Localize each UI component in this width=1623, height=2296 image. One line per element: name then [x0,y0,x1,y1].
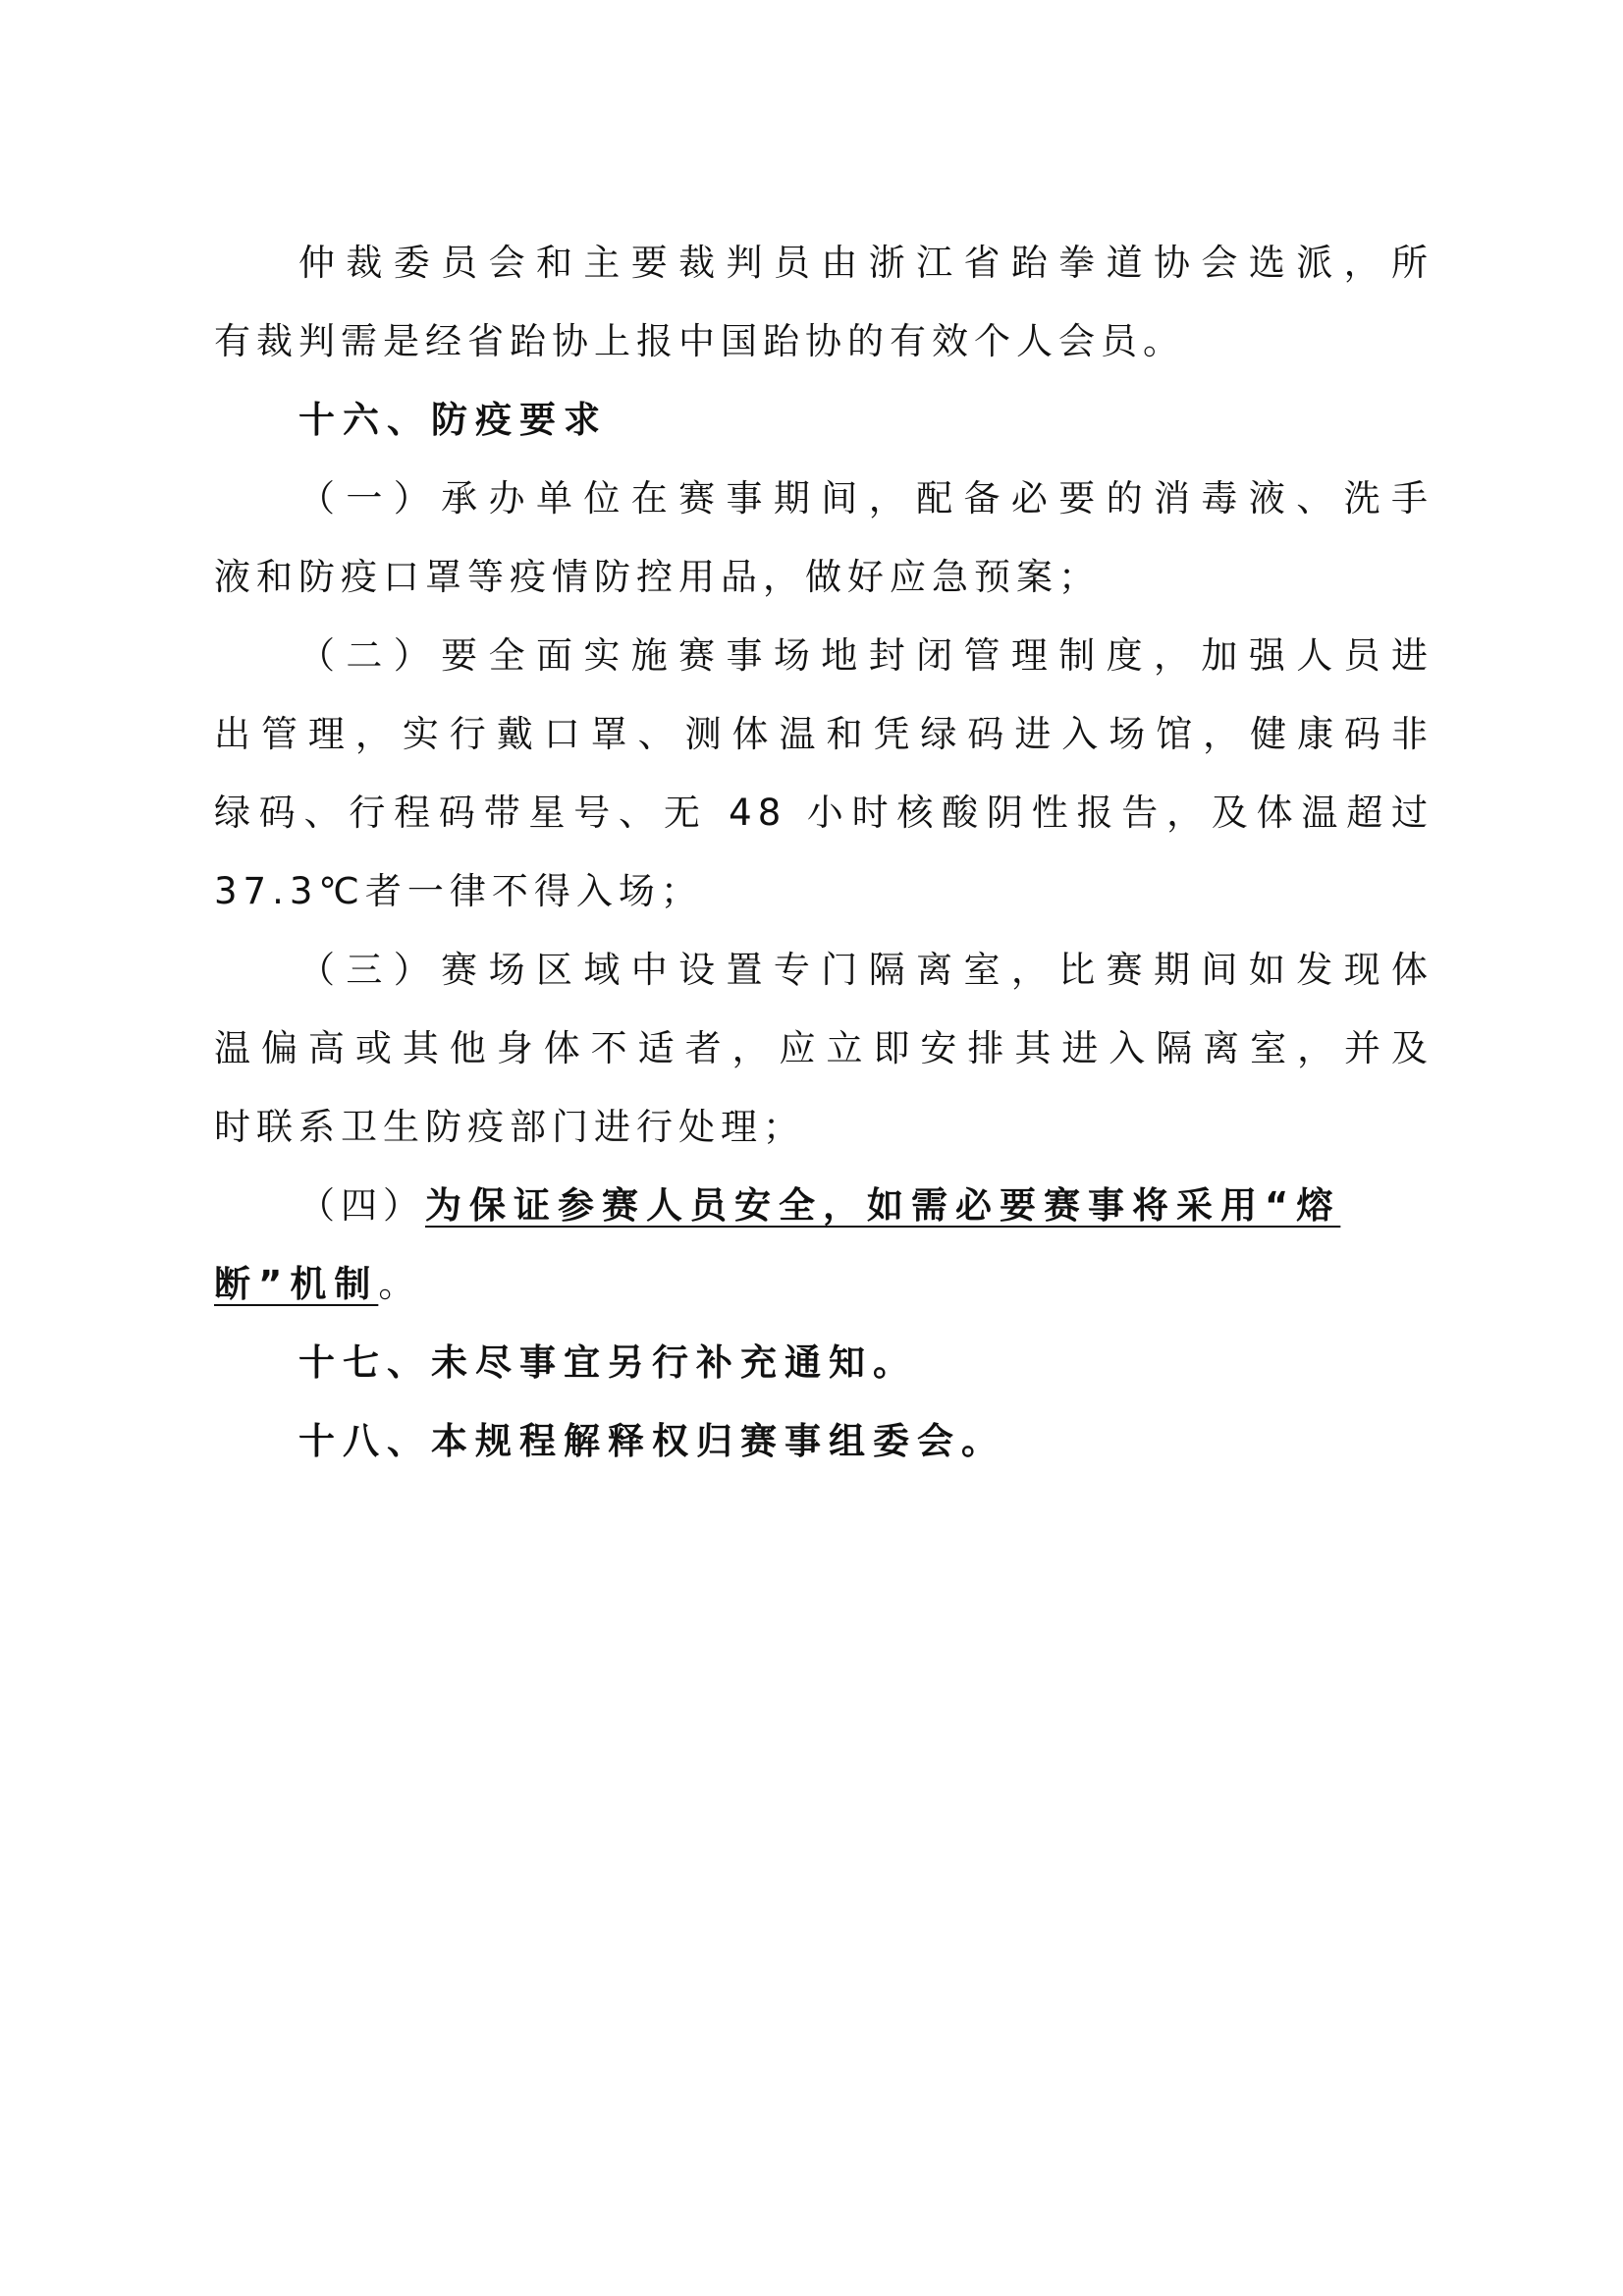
item-3-line-2: 温偏高或其他身体不适者，应立即安排其进入隔离室，并及 [214,1027,1434,1069]
item-1-line-1: （一）承办单位在赛事期间，配备必要的消毒液、洗手 [298,477,1434,519]
item-1-line-2: 液和防疫口罩等疫情防控用品，做好应急预案； [214,556,1101,598]
document-body [214,224,1434,1481]
item-2-line-2: 出管理，实行戴口罩、测体温和凭绿码进入场馆，健康码非 [214,713,1434,755]
item-2-line-4: 37.3℃者一律不得入场； [214,870,703,912]
paragraph-arbitration-line-1: 仲裁委员会和主要裁判员由浙江省跆拳道协会选派，所 [298,242,1434,284]
section-18-heading: 十八、本规程解释权归赛事组委会。 [298,1420,1005,1462]
paragraph-arbitration-line-2: 有裁判需是经省跆协上报中国跆协的有效个人会员。 [214,320,1185,362]
item-4-line-2 [214,1245,1434,1324]
section-16-heading: 十六、防疫要求 [298,399,608,441]
item-3-line-1: （三）赛场区域中设置专门隔离室，比赛期间如发现体 [298,949,1434,991]
item-4-underlined-text-2: 断”机制 [214,1263,379,1305]
item-4-line-1 [214,1167,1434,1245]
item-2-line-3: 绿码、行程码带星号、无 48 小时核酸阴性报告，及体温超过 [214,792,1434,834]
item-4-prefix: （四） [298,1184,425,1227]
item-4-tail: 。 [378,1263,421,1305]
section-17-heading: 十七、未尽事宜另行补充通知。 [298,1341,917,1384]
item-3-line-3: 时联系卫生防疫部门进行处理； [214,1106,805,1148]
item-2-line-1: （二）要全面实施赛事场地封闭管理制度，加强人员进 [298,634,1434,677]
item-4-underlined-text-1: 为保证参赛人员安全，如需必要赛事将采用“熔 [425,1184,1341,1227]
